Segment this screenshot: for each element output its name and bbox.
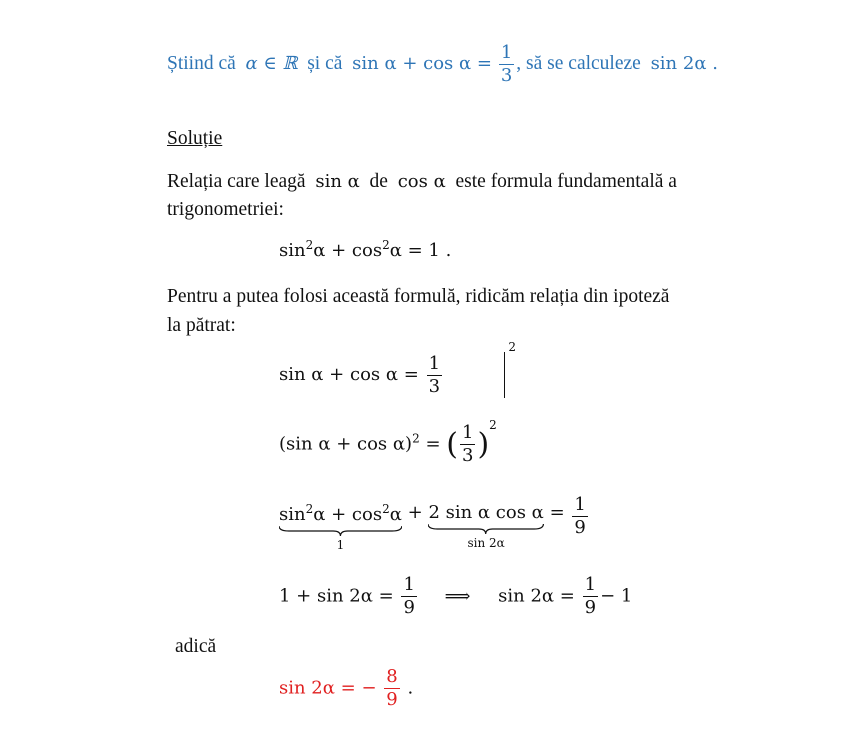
eq5-fraction-2 (583, 576, 598, 617)
eq2-lhs: sin α + cos α = (279, 364, 419, 385)
eq3-exp: 2 (412, 431, 420, 446)
underbrace-2 (428, 523, 543, 535)
final-fraction (384, 668, 399, 709)
p1-text-a: Relația care leagă (167, 171, 306, 192)
eq4-plus-cos: α + cos (313, 504, 383, 525)
problem-statement (167, 44, 718, 85)
paragraph-1-line-2: trigonometriei: (167, 199, 284, 220)
eq3-right-paren: ) (477, 427, 490, 462)
eq4-plus: + (407, 502, 423, 523)
problem-lead: Știind că (167, 52, 236, 74)
eq3-numerator: 1 (462, 422, 474, 443)
paragraph-2-line-1: Pentru a putea folosi această formulă, ridicăm relația din ipoteză (167, 286, 670, 307)
eq1-rhs: α = 1 . (389, 240, 452, 261)
underbrace-group-2 (428, 502, 543, 550)
problem-si-ca: și că (307, 52, 343, 74)
p1-sin: sin α (315, 171, 360, 192)
eq1-exp-1: 2 (305, 238, 314, 252)
eq1-plus-cos: α + cos (313, 240, 383, 261)
eq3-exp-2: 2 (489, 417, 497, 432)
underbrace-1 (279, 525, 402, 537)
eq5-denominator-1: 9 (403, 597, 415, 618)
problem-lhs: sin α + cos α = (352, 52, 492, 74)
final-denominator: 9 (386, 689, 398, 710)
fraction-denominator: 3 (500, 65, 513, 86)
eq5-lhs: 1 + sin 2α = (279, 585, 394, 607)
eq5-rhs: sin 2α = (498, 585, 575, 607)
eq5-denominator-2: 9 (584, 597, 597, 618)
equation-squared (279, 417, 497, 466)
equation-fundamental-identity (279, 238, 451, 261)
equation-expanded (279, 494, 590, 552)
solution-heading: Soluție (167, 128, 223, 149)
eq5-numerator-1: 1 (403, 574, 415, 595)
problem-fraction (499, 44, 514, 85)
eq2-fraction (427, 352, 442, 397)
final-lhs: sin 2α = − (279, 677, 377, 699)
eq3-equals: = (425, 433, 441, 455)
eq4-exp-1: 2 (305, 502, 314, 516)
problem-tail: , să se calculeze (516, 52, 641, 74)
eq5-tail: − 1 (600, 585, 633, 607)
final-numerator: 8 (386, 666, 398, 687)
paragraph-2-line-2: la pătrat: (167, 315, 236, 336)
alpha-in-reals: α ∈ ℝ (245, 52, 298, 74)
final-dot: . (407, 677, 414, 699)
adica-text: adică (175, 636, 217, 657)
eq4-equals: = (549, 502, 565, 523)
eq4-exp-2: 2 (382, 502, 390, 516)
eq4-sin: sin (279, 504, 306, 525)
problem-target: sin 2α . (650, 52, 718, 74)
eq1-sin: sin (279, 240, 306, 261)
eq5-fraction-1 (401, 576, 416, 617)
eq4-fraction (572, 496, 587, 537)
underbrace-label-2: sin 2α (467, 536, 505, 550)
eq2-power: 2 (508, 340, 516, 354)
eq2-numerator: 1 (428, 352, 441, 374)
p1-de: de (369, 171, 388, 192)
eq4-double-product: 2 sin α cos α (428, 502, 544, 523)
eq3-lhs: (sin α + cos α) (279, 433, 413, 455)
eq1-exp-2: 2 (382, 238, 390, 252)
eq3-left-paren: ( (446, 427, 458, 462)
eq2-denominator: 3 (428, 375, 441, 397)
final-result (279, 668, 413, 709)
equation-hypothesis (279, 340, 516, 398)
eq4-denominator: 9 (574, 517, 586, 538)
eq5-numerator-2: 1 (584, 574, 597, 595)
p1-cos: cos α (397, 171, 446, 192)
underbrace-label-1: 1 (336, 538, 345, 552)
implies-arrow: ⟹ (444, 585, 471, 607)
eq4-numerator: 1 (574, 494, 586, 515)
equation-result-step (279, 576, 632, 617)
eq3-fraction (460, 424, 475, 465)
fraction-numerator: 1 (500, 42, 513, 63)
paragraph-1-line-1 (167, 171, 677, 193)
power-bar (504, 352, 506, 398)
eq4-alpha: α (389, 504, 402, 525)
p1-text-b: este formula fundamentală a (455, 171, 677, 192)
eq3-denominator: 3 (462, 445, 474, 466)
underbrace-group-1 (279, 502, 402, 552)
